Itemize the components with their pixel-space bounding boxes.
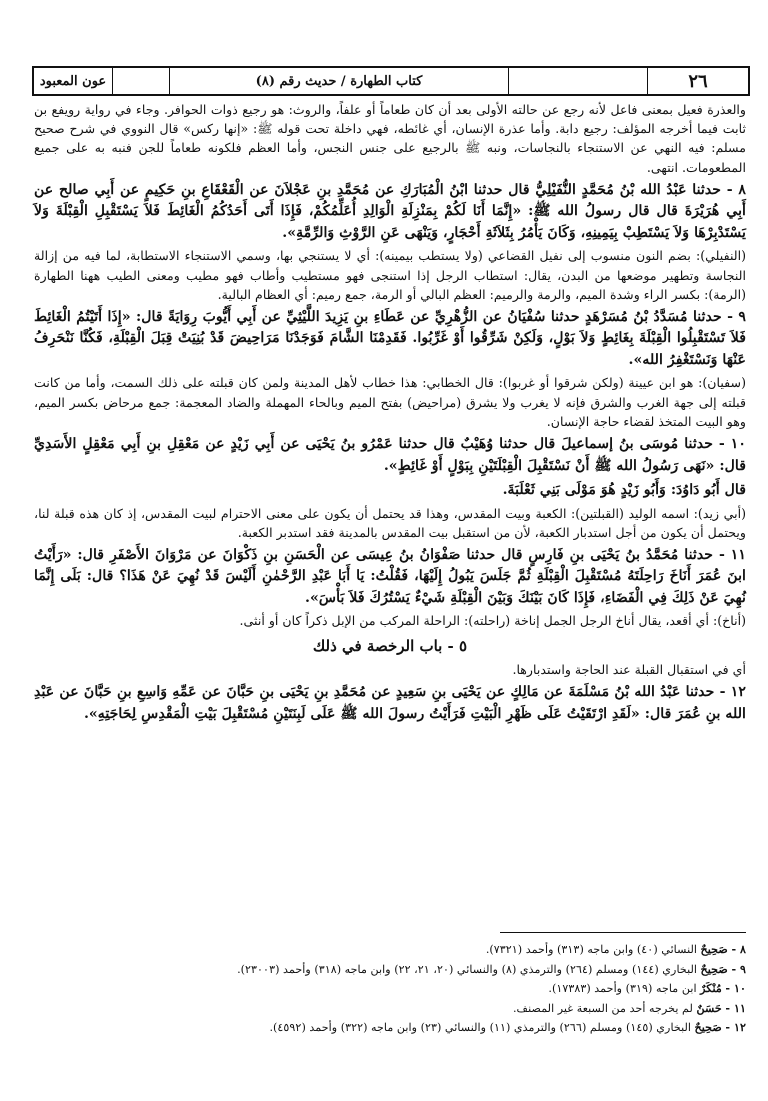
footnote-item (46, 1018, 746, 1038)
footnote-grade: مُنْكَرٌ (700, 981, 722, 996)
footnote-text: البخاري (١٤٤) ومسلم (٢٦٤) والترمذي (٨) والنسائي (٢٠، ٢١، ٢٢) وابن ماجه (٣١٨) وأحمد (٢٣٠٠٣). (237, 962, 697, 976)
chapter-title: كتاب الطهارة / حديث رقم (٨) (170, 68, 509, 94)
footnote-text: النسائي (٤٠) وابن ماجه (٣١٣) وأحمد (٧٣٢١). (485, 943, 697, 956)
footnote-number: ١١ - (725, 1000, 746, 1015)
footnote-item (46, 999, 746, 1019)
footnote-text: لم يخرجه أحد من السبعة غير المصنف. (512, 1001, 693, 1015)
footnote-divider (500, 932, 746, 933)
chapter-heading: ٥ - باب الرخصة في ذلك (312, 636, 468, 655)
hadith-9: ٩ - حدثنا مُسَدَّدُ بْنُ مُسَرْهَدٍ حدثنا سُفْيَانُ عن الزُّهْرِيِّ عن عَطَاءِ بنِ يَزِيدَ اللَّيْثِيِّ عن أَبِي أَيُّوبَ رِوَايَةً قال: «إِذَا أَتَيْتُمُ الْغَائِطَ فَلاَ تَسْتَقْبِلُوا الْقِبْلَةَ بِغَائِطٍ وَلاَ بَوْلٍ، وَلَكِنْ شَرِّقُوا أَوْ غَرِّبُوا. فَقَدِمْنَا الشَّامَ فَوَجَدْنَا مَرَاحِيضَ قَدْ بُنِيَتْ قِبَلَ الْقِبْلَةِ، فَكُنَّا نَنْحَرِفُ عَنْهَا وَنَسْتَغْفِرُ الله». (34, 308, 746, 368)
footnote-text: البخاري (١٤٥) ومسلم (٢٦٦) والترمذي (١١) والنسائي (٢٣) وابن ماجه (٣٢٢) وأحمد (٤٥٩٢). (269, 1021, 691, 1035)
book-title: عون المعبود (34, 68, 113, 94)
header-blank-cell (509, 68, 648, 94)
commentary-paragraph: (سفيان): هو ابن عيينة (ولكن شرقوا أو غربوا): قال الخطابي: هذا خطاب لأهل المدينة ولمن كان قبلته على ذلك السمت، وأما من كانت قبلته إلى جهة الغرب والشرق فإنه لا يغرب ولا يشرق (مراحيض) بفتح الميم وبالحاء المهملة والضاد المعجمة: جمع مرحاض بكسر الميم، وهو البيت المتخذ لقضاء حاجة الإنسان. (34, 375, 746, 429)
hadith-8: ٨ - حدثنا عَبْدُ الله بْنُ مُحَمَّدٍ النُّفَيْلِيُّ قال حدثنا ابْنُ الْمُبَارَكِ عن مُحَمَّدِ بنِ عَجْلاَنَ عن الْقَعْقَاعِ بنِ حَكِيمٍ عن أَبِي صالح عن أَبِي هُرَيْرَةَ قال قال رسولُ الله ﷺ: «إِنَّمَا أَنَا لَكُمْ بِمَنْزِلَةِ الْوَالِدِ أُعَلِّمُكُمْ، فَإِذَا أَتَى أَحَدُكُمُ الْغَائِطَ فَلاَ يَسْتَقْبِلِ الْقِبْلَةَ وَلاَ يَسْتَدْبِرْهَا وَلاَ يَسْتَطِبْ بِيَمِينِهِ، وَكَانَ يَأْمُرُ بِثَلاَثَةِ أَحْجَارٍ، وَيَنْهَى عَنِ الرَّوْثِ وَالرِّمَّةِ». (34, 181, 746, 241)
commentary-paragraph: (النفيلي): بضم النون منسوب إلى نفيل القضاعي (ولا يستطب بيمينه): أي لا يستنجي بها، وسمي الاستنجاء الاستطابة، لما فيه من إزالة النجاسة وتطهير موضعها من البدن، يقال: استطاب الرجل إذا استنجى فهو مستطيب وأطاب فهو مطيب ومعنى الطيب ههنا الطهارة (الرمة): بكسر الراء وشدة الميم، والرمة والرميم: العظم البالي أو الرمة، جمع رميم: أي العظام البالية. (34, 248, 746, 302)
footnote-number: ١٠ - (725, 981, 746, 996)
footnote-item (46, 960, 746, 980)
footnote-number: ٩ - (731, 961, 746, 976)
page-header (32, 66, 750, 96)
footnote-grade: صَحِيحٌ (700, 942, 728, 956)
footnote-item (46, 979, 746, 999)
footnote-grade: حَسَنٌ (696, 1000, 722, 1015)
footnote-item (46, 940, 746, 960)
commentary-paragraph: والعذرة فعيل بمعنى فاعل لأنه رجع عن حالته الأولى بعد أن كان طعاماً أو علفاً، والروث: هو رجيع ذوات الحوافر. وجاء في رواية رويفع بن ثابت فيما أخرجه المؤلف: رجيع دابة. وأما عذرة الإنسان، أي غائطه، فهي داخلة تحت قوله ﷺ: «إنها ركس» قال النووي في شرح صحيح مسلم: فيه النهي عن الاستنجاء بالنجاسات، ونبه ﷺ بالرجيع على جنس النجس، وأما العظم فلكونه طعاماً للجن فنبه به على جميع المطعومات. انتهى. (34, 102, 746, 175)
hadith-12: ١٢ - حدثنا عَبْدُ الله بْنُ مَسْلَمَةَ عن مَالِكٍ عن يَحْيَى بنِ سَعِيدٍ عن مُحَمَّدِ بنِ يَحْيَى بنِ حَبَّانَ عن عَمِّهِ وَاسِعِ بنِ حَبَّانَ عن عَبْدِ الله بنِ عُمَرَ قال: «لَقَدِ ارْتَقَيْتُ عَلَى ظَهْرِ الْبَيْتِ فَرَأَيْتُ رسولَ الله ﷺ عَلَى لَبِنَتَيْنِ مُسْتَقْبِلَ بَيْتِ الْمَقْدِسِ لِحَاجَتِهِ». (34, 684, 746, 722)
hadith-10: ١٠ - حدثنا مُوسَى بنُ إسماعيلَ قال حدثنا وُهَيْبٌ قال حدثنا عَمْرُو بنُ يَحْيَى عن أَبِي زَيْدٍ عن مَعْقِلِ بنِ أَبِي مَعْقِلٍ الأَسَدِيِّ قال: «نَهَى رَسُولُ الله ﷺ أَنْ نَسْتَقْبِلَ الْقِبْلَتَيْنِ بِبَوْلٍ أَوْ غَائِطٍ». (34, 436, 746, 474)
footnote-number: ٨ - (731, 942, 746, 956)
header-blank-cell (113, 68, 170, 94)
main-text (34, 100, 746, 727)
commentary-paragraph: أي في استقبال القبلة عند الحاجة واستدبارها. (512, 661, 746, 677)
footnote-number: ١٢ - (725, 1020, 746, 1035)
page-number: ٢٦ (688, 70, 708, 92)
footnote-text: ابن ماجه (٣١٩) وأحمد (١٧٣٨٣). (548, 982, 697, 996)
hadith-11: ١١ - حدثنا مُحَمَّدُ بنُ يَحْيَى بنِ فَارِسٍ قال حدثنا صَفْوَانُ بنُ عِيسَى عن الْحَسَنِ بنِ ذَكْوَانَ عن مَرْوَانَ الأَصْفَرِ قال: «رَأَيْتُ ابنَ عُمَرَ أَنَاخَ رَاحِلَتَهُ مُسْتَقْبِلَ الْقِبْلَةِ ثُمَّ جَلَسَ يَبُولُ إِلَيْهَا، فَقُلْتُ: يَا أَبَا عَبْدِ الرَّحْمٰنِ أَلَيْسَ قَدْ نُهِيَ عَنْ هَذَا؟ قال: بَلَى إِنَّمَا نُهِيَ عَنْ ذَلِكَ فِي الْفَضَاءِ، فَإِذَا كَانَ بَيْنَكَ وَبَيْنَ الْقِبْلَةِ شَيْءٌ يَسْتُرُكَ فَلاَ بَأْسَ». (34, 546, 746, 606)
footnote-grade: صَحِيحٌ (694, 1020, 722, 1035)
footnotes (46, 940, 746, 1038)
commentary-paragraph: (أبي زيد): اسمه الوليد (القبلتين): الكعبة وبيت المقدس، وهذا قد يحتمل أن يكون على معنى الاحترام لبيت المقدس، إذ كان هذه قبلة لنا، ويحتمل أن يكون من أجل استدبار الكعبة، لأن من استقبل بيت المقدس بالمدينة فقد استدبر الكعبة. (34, 505, 746, 540)
commentary-paragraph: (أناخ): أي أقعد، يقال أناخ الرجل الجمل إناخة (راحلته): الراحلة المركب من الإبل ذكراً كان أو أنثى. (239, 613, 746, 629)
footnote-grade: صَحِيحٌ (700, 961, 728, 976)
abu-dawud-note: قال أَبُو دَاوُدَ: وَأَبُو زَيْدٍ هُوَ مَوْلَى بَنِي ثَعْلَبَةَ. (502, 482, 746, 499)
